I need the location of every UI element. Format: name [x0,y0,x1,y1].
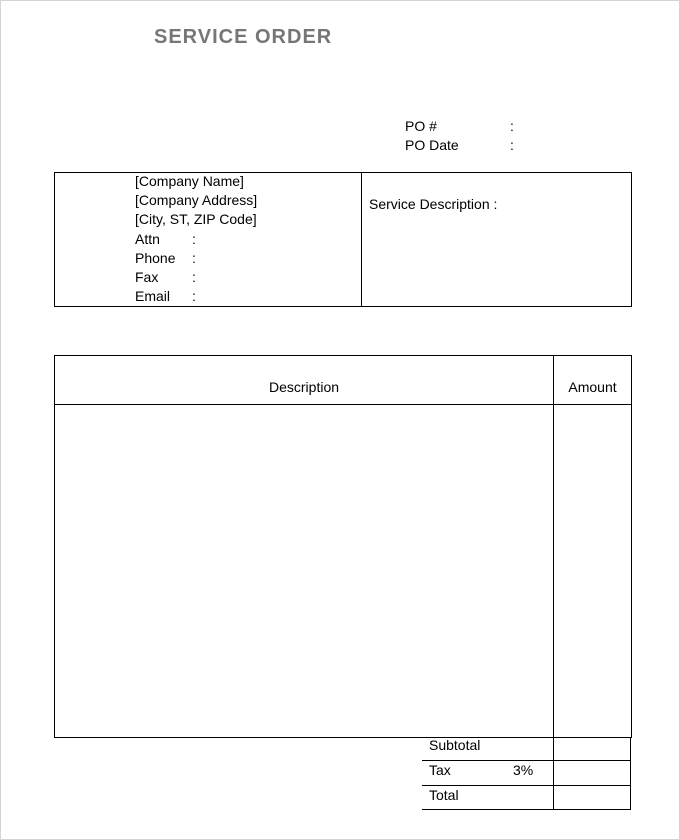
attn-colon: : [192,231,196,247]
phone-label: Phone [135,250,176,266]
document-title: SERVICE ORDER [154,26,333,48]
company-name: [Company Name] [135,173,244,189]
items-column-divider [553,356,554,737]
items-header-divider [55,404,631,405]
subtotal-label: Subtotal [429,737,481,753]
tax-underline [422,785,631,786]
po-number-label: PO # [405,118,437,134]
tax-label: Tax [429,762,451,778]
total-label: Total [429,787,459,803]
company-info-box [54,172,632,307]
fax-colon: : [192,269,196,285]
column-header-amount: Amount [568,379,617,395]
totals-right-border [630,737,631,810]
totals-section [422,737,631,810]
po-date-label: PO Date [405,137,459,153]
company-box-divider [361,173,362,306]
total-underline [422,809,631,810]
service-description-label: Service Description : [369,196,498,212]
phone-colon: : [192,250,196,266]
email-label: Email [135,288,171,304]
items-table [54,355,632,738]
po-number-colon: : [510,118,514,134]
tax-rate: 3% [513,762,534,778]
fax-label: Fax [135,269,159,285]
company-address: [Company Address] [135,192,258,208]
totals-column-divider [553,737,554,810]
subtotal-underline [422,760,631,761]
attn-label: Attn [135,231,160,247]
company-city: [City, ST, ZIP Code] [135,211,257,227]
column-header-description: Description [268,379,340,395]
po-date-colon: : [510,137,514,153]
email-colon: : [192,288,196,304]
